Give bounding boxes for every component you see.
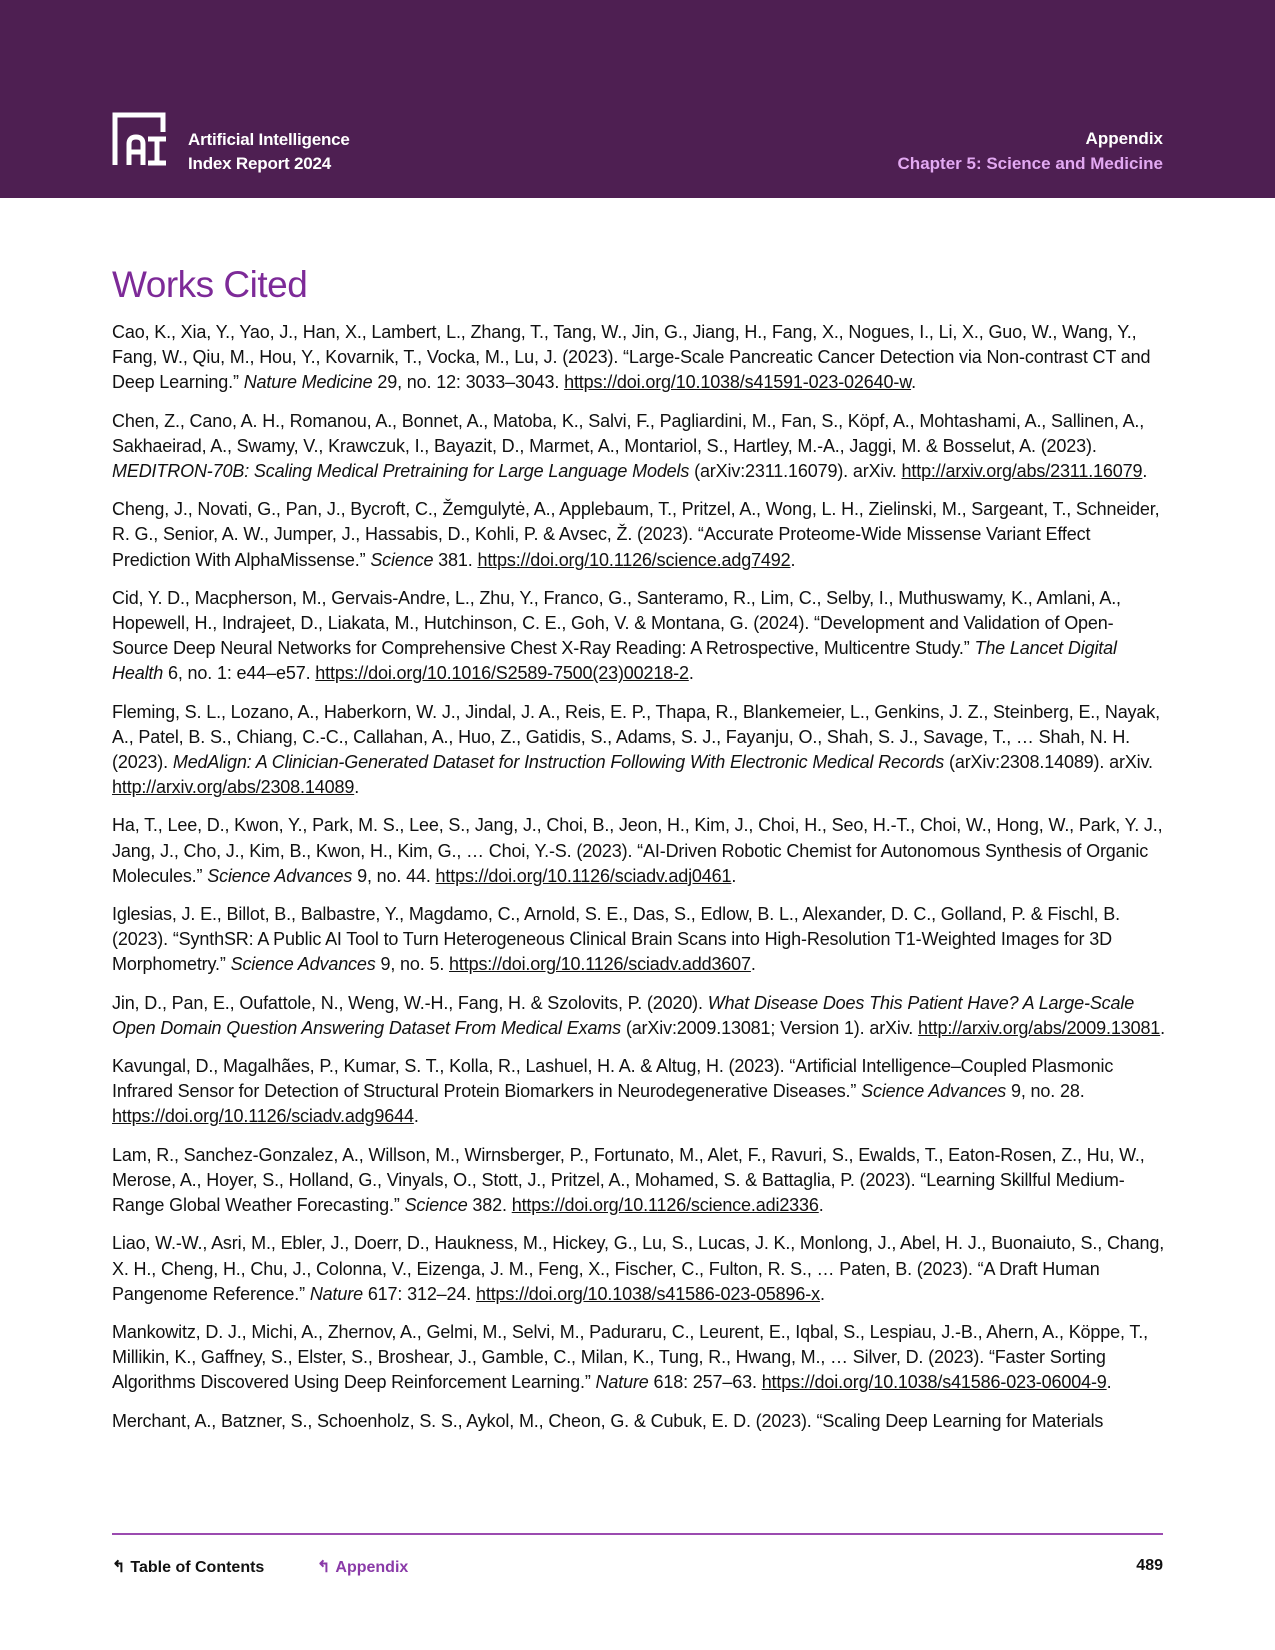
reference-text: . bbox=[790, 549, 796, 570]
reference-text: . bbox=[354, 777, 360, 798]
reference-title-italic: MEDITRON-70B: Scaling Medical Pretraining for Large Language Models bbox=[112, 461, 690, 482]
appendix-link[interactable] bbox=[317, 1557, 408, 1577]
reference-text: 617: 312–24. bbox=[362, 1283, 476, 1304]
back-arrow-icon: ↰ bbox=[112, 1559, 126, 1576]
reference-link[interactable]: https://doi.org/10.1038/s41591-023-02640-w bbox=[564, 372, 912, 393]
reference-entry bbox=[112, 1409, 1167, 1434]
reference-entry bbox=[112, 497, 1167, 573]
reference-text: Cid, Y. D., Macpherson, M., Gervais-Andre, L., Zhu, Y., Franco, G., Santeramo, R., Lim, C., Selby, I., Muthuswamy, K., Amlani, A., Hopewell, H., Indrajeet, D., Liakata, M., Hutchinson, C. E., Goh, V. & Montana, G. (2024). “Development and Validation of Open-Source Deep Neural Networks for Comprehensive Chest X-Ray Reading: A Retrospective, Multicentre Study.” bbox=[112, 587, 1121, 659]
reference-text: 381. bbox=[433, 549, 478, 570]
reference-text: Ha, T., Lee, D., Kwon, Y., Park, M. S., Lee, S., Jang, J., Choi, B., Jeon, H., Kim, J., Choi, H., Seo, H.-T., Choi, W., Hong, W., Park, Y. J., Jang, J., Cho, J., Kim, B., Kwon, H., Kim, G., … Choi, Y.-S. (2023). “AI-Driven Robotic Chemist for Autonomous Synthesis of Organic Molecules.” bbox=[112, 815, 1163, 886]
reference-link[interactable]: http://arxiv.org/abs/2311.16079 bbox=[901, 461, 1143, 482]
reference-title-italic: Science Advances bbox=[861, 1081, 1007, 1102]
appendix-label: Appendix bbox=[335, 1559, 409, 1576]
reference-link[interactable]: https://doi.org/10.1126/sciadv.adg9644 bbox=[112, 1106, 414, 1127]
reference-title-italic: Science bbox=[370, 549, 434, 570]
reference-text: . bbox=[688, 663, 694, 684]
reference-entry bbox=[112, 1320, 1167, 1396]
reference-text: 618: 257–63. bbox=[648, 1372, 762, 1393]
reference-entry bbox=[112, 1143, 1167, 1219]
reference-text: . bbox=[1160, 1017, 1166, 1038]
reference-link[interactable]: https://doi.org/10.1038/s41586-023-06004-9 bbox=[761, 1372, 1107, 1393]
reference-text: Cao, K., Xia, Y., Yao, J., Han, X., Lambert, L., Zhang, T., Tang, W., Jin, G., Jiang, H., Fang, X., Nogues, I., Li, X., Guo, W., Wang, Y., Fang, W., Qiu, M., Hou, Y., Kovarnik, T., Vocka, M., Lu, J. (2023). “Large-Scale Pancreatic Cancer Detection via Non-contrast CT and Deep Learning.” bbox=[112, 322, 1151, 393]
reference-title-italic: Nature bbox=[595, 1372, 649, 1393]
section-heading bbox=[898, 126, 1163, 176]
reference-link[interactable]: http://arxiv.org/abs/2009.13081 bbox=[917, 1017, 1161, 1038]
report-brand bbox=[188, 128, 350, 176]
reference-entry bbox=[112, 902, 1167, 978]
reference-text: 9, no. 44. bbox=[352, 865, 436, 886]
reference-link[interactable]: https://doi.org/10.1126/science.adg7492 bbox=[477, 549, 791, 570]
page-number: 489 bbox=[1136, 1557, 1163, 1574]
reference-entry bbox=[112, 700, 1167, 801]
reference-text: . bbox=[911, 372, 916, 393]
reference-title-italic: Science bbox=[404, 1195, 468, 1216]
reference-title-italic: What Disease Does This Patient Have? A Large-Scale Open Domain Question Answering Dataset From Medical Exams bbox=[112, 992, 1135, 1038]
reference-text: Fleming, S. L., Lozano, A., Haberkorn, W. J., Jindal, J. A., Reis, E. P., Thapa, R., Blankemeier, L., Genkins, J. Z., Steinberg, E., Nayak, A., Patel, B. S., Chiang, C.-C., Callahan, A., Huo, Z., Gatidis, S., Adams, S. J., Fayanju, O., Shah, S. J., Savage, T., … Shah, N. H. (2023). bbox=[112, 701, 1160, 773]
reference-text: 29, no. 12: 3033–3043. bbox=[372, 372, 565, 393]
references-list bbox=[112, 320, 1167, 1447]
reference-text: Lam, R., Sanchez-Gonzalez, A., Willson, M., Wirnsberger, P., Fortunato, M., Alet, F., Ravuri, S., Ewalds, T., Eaton-Rosen, Z., Hu, W., Merose, A., Hoyer, S., Holland, G., Vinyals, O., Stott, J., Pritzel, A., Mohamed, S. & Battaglia, P. (2023). “Learning Skillful Medium-Range Global Weather Forecasting.” bbox=[112, 1144, 1145, 1216]
reference-text: . bbox=[413, 1106, 419, 1127]
reference-text: Jin, D., Pan, E., Oufattole, N., Weng, W.-H., Fang, H. & Szolovits, P. (2020). bbox=[112, 992, 708, 1013]
reference-entry bbox=[112, 409, 1167, 485]
reference-text: 6, no. 1: e44–e57. bbox=[163, 663, 316, 684]
toc-label: Table of Contents bbox=[130, 1559, 265, 1576]
reference-link[interactable]: https://doi.org/10.1126/sciadv.adj0461 bbox=[435, 865, 732, 886]
reference-title-italic: Nature Medicine bbox=[243, 372, 373, 393]
reference-text: . bbox=[750, 954, 756, 975]
reference-link[interactable]: https://doi.org/10.1126/science.adi2336 bbox=[511, 1195, 819, 1216]
reference-link[interactable]: https://doi.org/10.1038/s41586-023-05896-x bbox=[475, 1283, 820, 1304]
reference-entry bbox=[112, 320, 1167, 396]
reference-title-italic: Science Advances bbox=[230, 954, 376, 975]
table-of-contents-link[interactable] bbox=[112, 1557, 264, 1577]
reference-entry bbox=[112, 991, 1167, 1041]
reference-text: 9, no. 5. bbox=[375, 954, 450, 975]
footer-divider bbox=[112, 1533, 1163, 1535]
chapter-label: Chapter 5: Science and Medicine bbox=[897, 154, 1163, 173]
reference-text: . bbox=[1142, 461, 1148, 482]
ai-index-logo bbox=[112, 112, 168, 168]
reference-link[interactable]: https://doi.org/10.1016/S2589-7500(23)00218-2 bbox=[315, 663, 689, 684]
reference-text: . bbox=[731, 865, 737, 886]
page-title: Works Cited bbox=[112, 264, 308, 305]
reference-link[interactable]: https://doi.org/10.1126/sciadv.add3607 bbox=[449, 954, 751, 975]
reference-text: . bbox=[1106, 1372, 1112, 1393]
page-header bbox=[0, 0, 1275, 198]
reference-text: 9, no. 28. bbox=[1006, 1081, 1085, 1102]
reference-text: (arXiv:2311.16079). arXiv. bbox=[689, 461, 902, 482]
reference-text: Liao, W.-W., Asri, M., Ebler, J., Doerr, D., Haukness, M., Hickey, G., Lu, S., Lucas, J. K., Monlong, J., Abel, H. J., Buonaiuto, S., Chang, X. H., Cheng, H., Chu, J., Colonna, V., Eizenga, J. M., Feng, X., Fischer, C., Fulton, R. S., … Paten, B. (2023). “A Draft Human Pangenome Reference.” bbox=[112, 1233, 1165, 1304]
reference-entry bbox=[112, 586, 1167, 687]
section-label: Appendix bbox=[1085, 129, 1163, 148]
reference-text: . bbox=[818, 1195, 824, 1216]
back-arrow-icon: ↰ bbox=[317, 1559, 331, 1576]
reference-text: (arXiv:2009.13081; Version 1). arXiv. bbox=[621, 1017, 918, 1038]
reference-title-italic: Science Advances bbox=[207, 865, 353, 886]
reference-text: Merchant, A., Batzner, S., Schoenholz, S. S., Aykol, M., Cheon, G. & Cubuk, E. D. (2023). “Scaling Deep Learning for Materials bbox=[112, 1410, 1104, 1431]
reference-text: Iglesias, J. E., Billot, B., Balbastre, Y., Magdamo, C., Arnold, S. E., Das, S., Edlow, B. L., Alexander, D. C., Golland, P. & Fischl, B. (2023). “SynthSR: A Public AI Tool to Turn Heterogeneous Clinical Brain Scans into High-Resolution T1-Weighted Images for 3D Morphometry.” bbox=[112, 904, 1120, 975]
brand-line-2: Index Report 2024 bbox=[188, 154, 332, 173]
reference-entry bbox=[112, 1231, 1167, 1307]
reference-text: Cheng, J., Novati, G., Pan, J., Bycroft, C., Žemgulytė, A., Applebaum, T., Pritzel, A., Wong, L. H., Zielinski, M., Sargeant, T., Schneider, R. G., Senior, A. W., Jumper, J., Hassabis, D., Kohli, P. & Avsec, Ž. (2023). “Accurate Proteome-Wide Missense Variant Effect Prediction With AlphaMissense.” bbox=[112, 499, 1160, 570]
brand-line-1: Artificial Intelligence bbox=[188, 130, 350, 149]
reference-title-italic: Nature bbox=[309, 1283, 363, 1304]
reference-text: Kavungal, D., Magalhães, P., Kumar, S. T., Kolla, R., Lashuel, H. A. & Altug, H. (2023). “Artificial Intelligence–Coupled Plasmonic Infrared Sensor for Detection of Structural Protein Biomarkers in Neurodegenerative Diseases.” bbox=[112, 1056, 1114, 1102]
reference-text: 382. bbox=[467, 1195, 512, 1216]
reference-entry bbox=[112, 813, 1167, 889]
reference-text: . bbox=[819, 1283, 825, 1304]
reference-link[interactable]: http://arxiv.org/abs/2308.14089 bbox=[112, 777, 355, 798]
reference-title-italic: The Lancet Digital Health bbox=[112, 638, 1117, 684]
reference-entry bbox=[112, 1054, 1167, 1130]
reference-text: (arXiv:2308.14089). arXiv. bbox=[944, 752, 1153, 773]
reference-text: Chen, Z., Cano, A. H., Romanou, A., Bonnet, A., Matoba, K., Salvi, F., Pagliardini, M., Fan, S., Köpf, A., Mohtashami, A., Sallinen, A., Sakhaeirad, A., Swamy, V., Krawczuk, I., Bayazit, D., Marmet, A., Montariol, S., Hartley, M.-A., Jaggi, M. & Bosselut, A. (2023). bbox=[112, 410, 1145, 456]
reference-title-italic: MedAlign: A Clinician-Generated Dataset for Instruction Following With Electronic Medical Records bbox=[172, 752, 945, 773]
reference-text: Mankowitz, D. J., Michi, A., Zhernov, A., Gelmi, M., Selvi, M., Paduraru, C., Leurent, E., Iqbal, S., Lespiau, J.-B., Ahern, A., Köppe, T., Millikin, K., Gaffney, S., Elster, S., Broshear, J., Gamble, C., Milan, K., Tung, R., Hwang, M., … Silver, D. (2023). “Faster Sorting Algorithms Discovered Using Deep Reinforcement Learning.” bbox=[112, 1321, 1148, 1393]
